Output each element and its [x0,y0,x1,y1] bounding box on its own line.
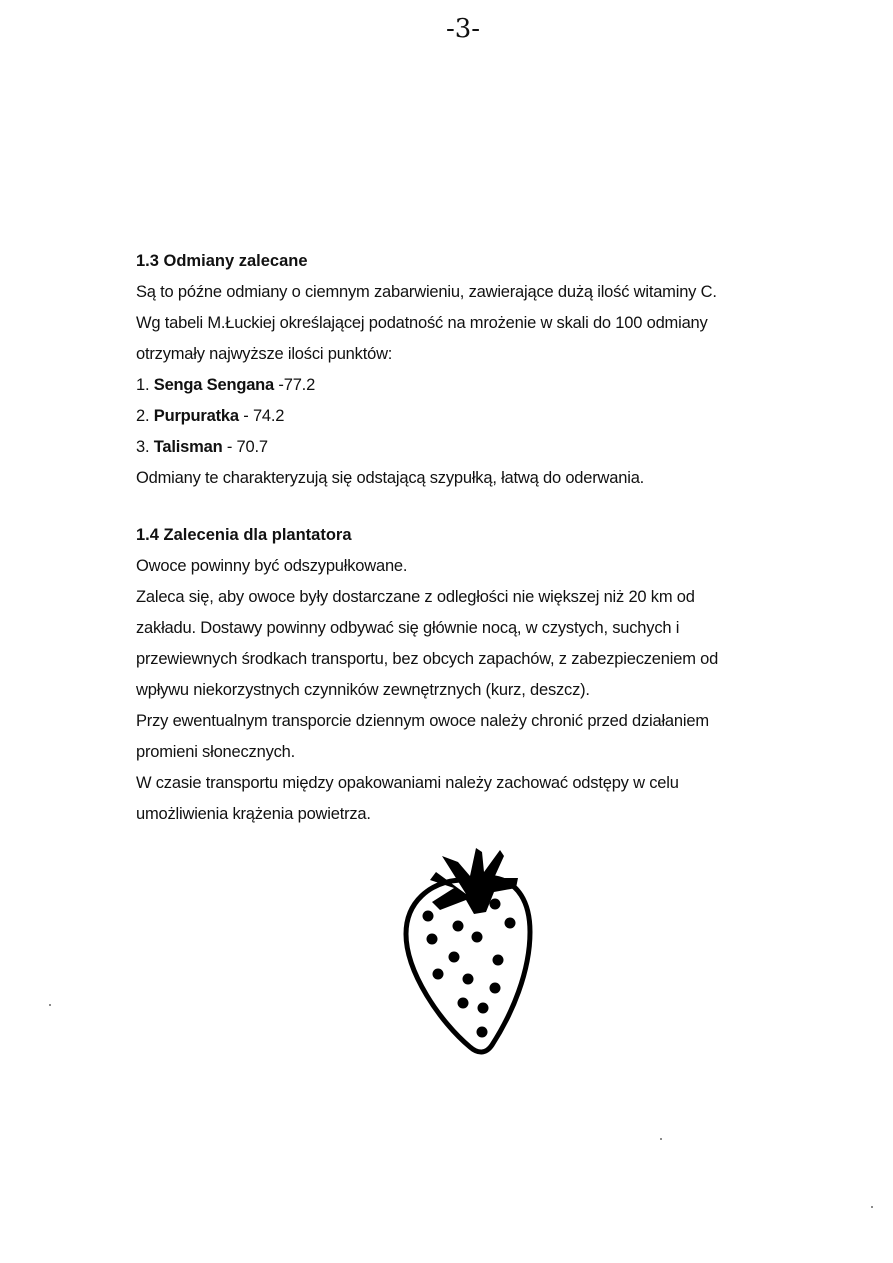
paragraph-line: promieni słonecznych. [136,743,296,761]
paragraph-line: W czasie transportu między opakowaniami należy zachować odstępy w celu [136,774,679,792]
section-heading-1-3: 1.3 Odmiany zalecane [136,252,308,270]
section-heading-1-4: 1.4 Zalecenia dla plantatora [136,526,352,544]
paragraph-line: Są to późne odmiany o ciemnym zabarwieniu, zawierające dużą ilość witaminy C. [136,283,717,301]
paragraph-line: otrzymały najwyższe ilości punktów: [136,345,393,363]
variety-score: -77.2 [274,376,316,394]
paragraph-line: przewiewnych środkach transportu, bez obcych zapachów, z zabezpieczeniem od [136,650,719,668]
variety-list-item [136,401,816,432]
variety-name: Senga Sengana [153,376,275,394]
paragraph-line: Zaleca się, aby owoce były dostarczane z odległości nie większej niż 20 km od [136,588,695,606]
paragraph-line: zakładu. Dostawy powinny odbywać się głównie nocą, w czystych, suchych i [136,619,680,637]
section-gap [136,494,816,520]
paragraph-line: Owoce powinny być odszypułkowane. [136,557,408,575]
variety-score: - 70.7 [222,438,268,456]
variety-list-item [136,370,816,401]
document-body [136,246,816,830]
page-number: -3- [445,14,481,44]
variety-score: - 74.2 [238,407,285,425]
variety-name: Talisman [153,438,223,456]
scan-speck [871,1206,873,1208]
variety-list-item [136,432,816,463]
strawberry-seeds [423,899,516,1038]
paragraph-line: wpływu niekorzystnych czynników zewnętrznych (kurz, deszcz). [136,681,590,699]
list-number: 2. [136,407,150,425]
list-number: 3. [136,438,150,456]
scan-speck [49,1004,51,1006]
variety-name: Purpuratka [153,407,239,425]
paragraph-line: Przy ewentualnym transporcie dziennym owoce należy chronić przed działaniem [136,712,709,730]
paragraph-line: umożliwienia krążenia powietrza. [136,805,371,823]
list-number: 1. [136,376,150,394]
strawberry-icon [400,842,550,1062]
paragraph-line: Wg tabeli M.Łuckiej określającej podatność na mrożenie w skali do 100 odmiany [136,314,708,332]
paragraph-line: Odmiany te charakteryzują się odstającą szypułką, łatwą do oderwania. [136,469,645,487]
scan-speck [660,1138,662,1140]
strawberry-leaves [430,848,518,914]
strawberry-outline [406,878,530,1052]
